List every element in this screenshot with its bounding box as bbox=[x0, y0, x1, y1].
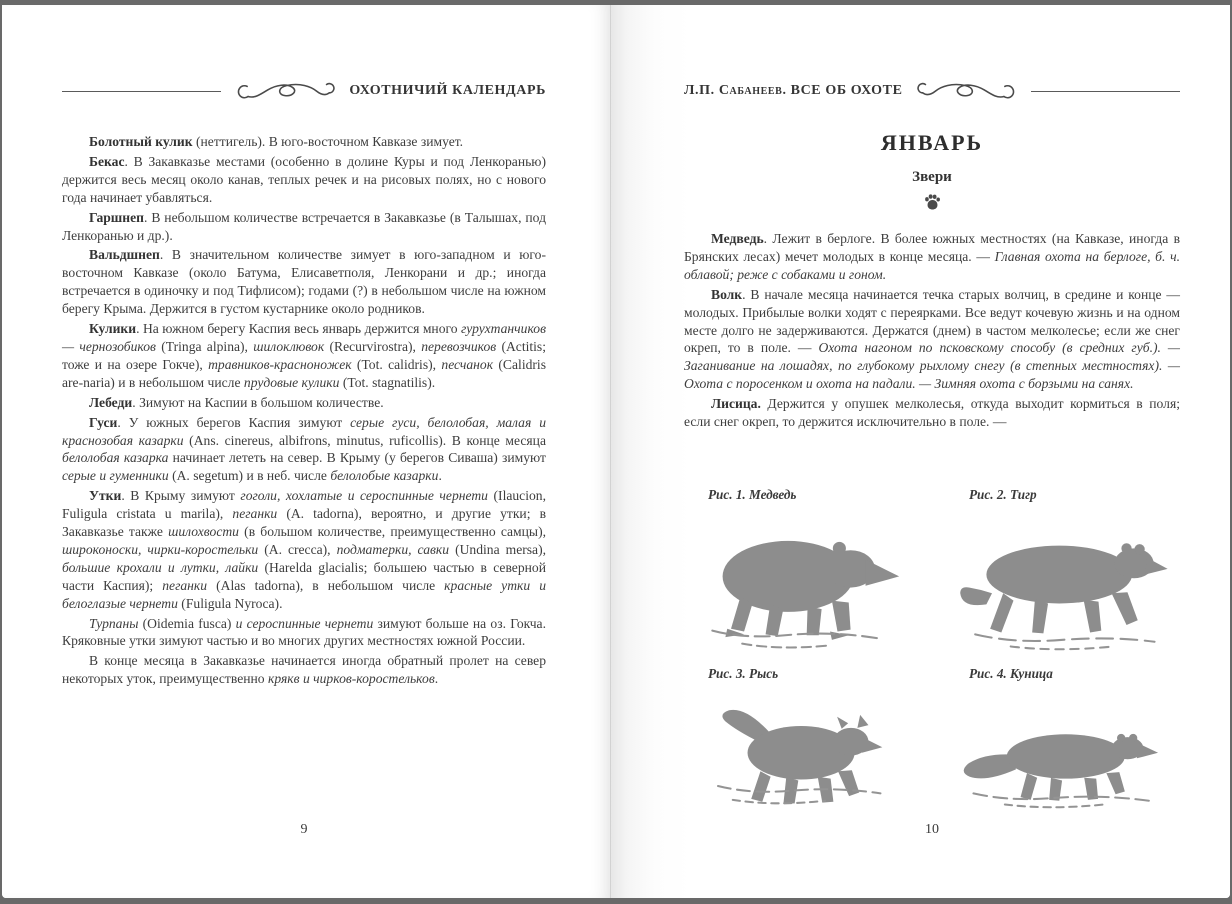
paragraph: Болотный кулик (неттигель). В юго-восточном Кавказе зимует. bbox=[89, 134, 464, 149]
figure-caption: Рис. 3. Рысь bbox=[708, 666, 779, 681]
figures-grid bbox=[684, 487, 1180, 810]
paragraph: Лисица. Держится у опушек мелколесья, откуда выходит кормиться в поля; если снег окреп, то держится исключительно в поле. — bbox=[684, 396, 1180, 430]
flourish-icon bbox=[233, 79, 337, 103]
page-left-content bbox=[62, 81, 547, 837]
paragraph: В конце месяца в Закавказье начинается иногда обратный пролет на север некоторых уток, преимущественно крякв и чирков-коростельков. bbox=[62, 653, 546, 687]
page-left bbox=[2, 5, 610, 898]
running-head-title-left: ОХОТНИЧИЙ КАЛЕНДАРЬ bbox=[349, 83, 546, 98]
section-subtitle: Звери bbox=[912, 169, 952, 185]
running-head-title-right: Л.П. Сабанеев. ВСЕ ОБ ОХОТЕ bbox=[684, 83, 903, 98]
figure-marten bbox=[945, 666, 1180, 810]
paragraph: Турпаны (Oidemia fusca) и сероспинные чернети зимуют больше на оз. Гокча. Кряковные утки зимуют частью и во многих других местностях южной России. bbox=[62, 615, 546, 649]
figure-caption: Рис. 2. Тигр bbox=[969, 487, 1037, 502]
book-spread bbox=[2, 5, 1230, 898]
bear-illustration bbox=[684, 511, 919, 653]
paragraph: Вальдшнеп. В значительном количестве зимует в юго-западном и юго-восточном Кавказе (около Батума, Елисаветполя, Ленкорани и др.; иногда встречается в одиночку и под Тифлисом); годами (?) в небольшом числе на южном берегу Крыма. Держится в густом кустарнике около родников. bbox=[62, 247, 546, 317]
figure-tiger bbox=[945, 487, 1180, 653]
figure-caption: Рис. 1. Медведь bbox=[708, 487, 797, 502]
paragraph: Волк. В начале месяца начинается течка старых волчиц, в средине и конце — молодых. Прибылые волки ходят с переярками. Все ведут кочевую жизнь и на одном месте долго не задерживаются. Держатся (днем) в частом мелколесье; если же снег окреп, то в поле. — Охота нагоном по псковскому способу (в средних губ.). — Заганивание на лошадях, по глубокому рыхлому снегу (в степных местностях). — Охота с поросенком и охота на падали. — Зимняя охота с борзыми на санях. bbox=[684, 286, 1180, 392]
tiger-illustration bbox=[945, 511, 1180, 653]
running-head-right bbox=[684, 81, 1180, 101]
page-number-left: 9 bbox=[300, 822, 308, 837]
running-head-rule bbox=[1031, 91, 1180, 92]
lynx-illustration bbox=[684, 690, 919, 810]
figure-bear bbox=[684, 487, 919, 653]
paragraph: Бекас. В Закавказье местами (особенно в долине Куры и под Ленкоранью) держится весь месяц около канав, теплых речек и на рисовых полях, но с нового года начинает убавляться. bbox=[62, 153, 546, 205]
section-title: ЯНВАРЬ bbox=[880, 130, 984, 155]
running-head-rule bbox=[62, 91, 221, 92]
paragraph: Медведь. Лежит в берлоге. В более южных местностях (на Кавказе, иногда в Брянских лесах) мечет молодых в конце месяца. — Главная охота на берлоге, б. ч. облавой; реже с собаками и гоном. bbox=[684, 231, 1180, 282]
paragraph: Лебеди. Зимуют на Каспии в большом количестве. bbox=[89, 394, 384, 410]
paragraph: Кулики. На южном берегу Каспия весь январь держится много гурухтанчиков — чернозобиков (Tringa alpina), шилоклювок (Recurvirostra), перевозчиков (Actitis; тоже и на озере Гокче), травников-красноножек (Tot. calidris), песчанок (Calidris are-naria) и в небольшом числе прудовые кулики (Tot. stagnatilis). bbox=[62, 321, 547, 390]
flourish-icon bbox=[915, 79, 1019, 103]
page-number-right: 10 bbox=[925, 822, 939, 837]
running-head-left bbox=[62, 81, 546, 101]
page-left-text bbox=[62, 133, 546, 688]
marten-illustration bbox=[945, 690, 1180, 810]
page-right bbox=[610, 5, 1230, 898]
page-right-text bbox=[684, 230, 1180, 431]
page-right-content bbox=[684, 81, 1180, 837]
paw-print-icon bbox=[684, 193, 1180, 213]
paragraph: Гуси. У южных берегов Каспия зимуют серые гуси, белолобая, малая и краснозобая казарки (Ans. cinereus, albifrons, minutus, ruficollis). В конце месяца белолобая казарка начинает лететь на север. В Крыму (у берегов Сиваша) зимуют серые и гуменники (A. segetum) и в неб. числе белолобые казарки. bbox=[62, 414, 546, 484]
paragraph: Утки. В Крыму зимуют гоголи, хохлатые и сероспинные чернети (Ilaucion, Fuligula cristata u marila), пеганки (A. tadorna), вероятно, и другие утки; в Закавказье также шилохвости (в большом количестве, преимущественно самцы), широконоски, чирки-коростельки (A. crecca), подматерки, савки (Undina mersa), большие крохали и лутки, лайки (Harelda glacialis; большею частью в северной части Каспия); пеганки (Alas tadorna), в небольшом числе красные утки и белоглазые чернети (Fuligula Nyroca). bbox=[62, 488, 547, 611]
figure-lynx bbox=[684, 666, 919, 810]
figure-caption: Рис. 4. Куница bbox=[969, 666, 1053, 681]
paragraph: Гаршнеп. В небольшом количестве встречается в Закавказье (в Талышах, под Ленкоранью и др.). bbox=[62, 209, 546, 243]
